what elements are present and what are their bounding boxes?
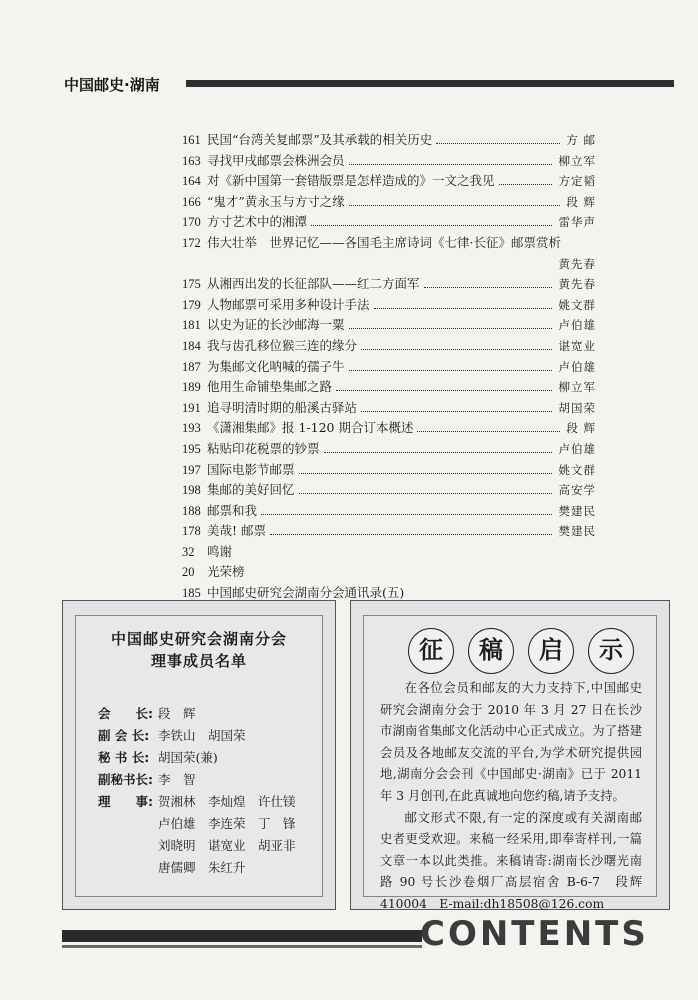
member-names: 刘晓明 谌宽业 胡亚非	[158, 838, 296, 853]
toc-leader-dots	[336, 390, 552, 391]
toc-author: 方 邮	[566, 133, 596, 147]
toc-title: “鬼才”黄永玉与方寸之缘	[207, 193, 345, 209]
toc-row	[182, 439, 602, 460]
toc-author: 姚文群	[558, 297, 596, 312]
toc-page-number: 32	[182, 544, 195, 559]
toc-row	[182, 212, 602, 233]
toc-page-number: 179	[182, 297, 201, 312]
toc-row	[182, 357, 602, 378]
toc-page-number: 163	[182, 153, 201, 168]
member-row	[98, 748, 218, 766]
toc-row	[182, 418, 602, 439]
toc-author: 黄先春	[558, 277, 596, 292]
toc-page-number: 187	[182, 359, 201, 374]
notice-title-char-1: 征	[408, 628, 454, 674]
toc-leader-dots	[361, 349, 552, 350]
notice-box	[350, 600, 670, 910]
member-row	[98, 792, 296, 810]
members-title-line2: 理事成员名单	[150, 652, 247, 670]
toc-title: 中国邮史研究会湖南分会通讯录(五)	[207, 585, 405, 601]
notice-paragraph-1: 在各位会员和邮友的大力支持下,中国邮史研究会湖南分会于 2010 年 3 月 27 日在长沙市湖南省集邮文化活动中心正式成立。为了搭建会员及各地邮友交流的平台,为学术研究提供园地,湖南分会会刊《中国邮史·湖南》已于 2011 年 3 月创刊,在此真诚地向您约稿,请予支持。	[380, 681, 642, 803]
toc-leader-dots	[361, 411, 552, 412]
toc-leader-dots	[261, 514, 552, 515]
member-names: 胡国荣(兼)	[158, 750, 218, 765]
toc-title: 民国“台湾关复邮票”及其承载的相关历史	[207, 132, 433, 147]
toc-title: 伟大壮举 世界记忆——各国毛主席诗词《七律·长征》邮票赏析	[207, 234, 561, 250]
member-role: 理 事:	[98, 794, 153, 809]
page-header	[64, 74, 674, 96]
toc-leader-dots	[349, 164, 552, 165]
member-row	[98, 770, 196, 788]
member-names: 贺湘林 李灿煌 许仕镁	[158, 794, 296, 809]
notice-title-char-3: 启	[528, 628, 574, 674]
toc-row	[182, 171, 602, 192]
notice-title-char-2: 稿	[468, 628, 514, 674]
toc-row	[182, 521, 602, 542]
member-names: 李 智	[158, 772, 196, 787]
toc-title: 对《新中国第一套错版票是怎样造成的》一文之我见	[207, 173, 495, 189]
toc-title: 寻找甲戌邮票会株洲会员	[207, 152, 345, 168]
toc-author: 柳立军	[558, 153, 596, 168]
toc-title: 鸣谢	[207, 543, 233, 559]
toc-leader-dots	[299, 473, 552, 474]
toc-page-number: 189	[182, 380, 201, 395]
member-names: 唐儒卿 朱红升	[158, 860, 246, 875]
toc-page-number: 181	[182, 318, 201, 333]
toc-leader-dots	[499, 184, 552, 185]
toc-leader-dots	[424, 287, 552, 288]
member-role: 秘 书 长:	[98, 750, 150, 765]
member-row	[98, 704, 196, 722]
toc-title: 他用生命铺垫集邮之路	[207, 379, 333, 395]
toc-author: 方定韬	[558, 174, 596, 189]
toc-leader-dots	[311, 225, 552, 226]
toc-row	[182, 542, 602, 563]
toc-row	[182, 501, 602, 522]
notice-body	[380, 678, 642, 916]
header-rule	[186, 80, 674, 87]
members-inner-frame	[75, 615, 323, 897]
toc-title: 追寻明清时期的船溪古驿站	[207, 399, 358, 415]
toc-title: 粘贴印花税票的钞票	[207, 440, 320, 456]
toc-page-number: 198	[182, 483, 201, 498]
toc-title: 光荣榜	[207, 564, 245, 580]
toc-row	[182, 130, 602, 151]
toc-author: 姚文群	[558, 462, 596, 477]
footer-rule-thin	[62, 945, 422, 948]
member-row	[98, 814, 296, 832]
toc-title: 集邮的美好回忆	[207, 482, 295, 498]
toc-author: 雷华声	[558, 215, 596, 230]
toc-author: 谌宽业	[558, 338, 596, 353]
toc-title: 以史为证的长沙邮海一粟	[207, 317, 345, 333]
journal-title: 中国邮史·湖南	[64, 76, 160, 94]
member-row	[98, 836, 296, 854]
toc-row	[182, 377, 602, 398]
member-role: 会 长:	[98, 706, 153, 721]
notice-paragraph-2: 邮文形式不限,有一定的深度或有关湖南邮史者更受欢迎。来稿一经采用,即奉寄样刊,一篇文章一本以此类推。来稿请寄:湖南长沙曙光南路 90 号长沙卷烟厂高层宿舍 B-6-7 段辉 410004 E-mail:dh18508@126.com	[380, 810, 642, 911]
toc-page-number: 170	[182, 215, 201, 230]
toc-leader-dots	[436, 143, 560, 144]
toc-author: 樊建民	[558, 524, 596, 539]
toc-title: 我与齿孔移位猴三连的缘分	[207, 337, 358, 353]
toc-row	[182, 315, 602, 336]
toc-leader-dots	[349, 205, 560, 206]
contents-wordmark: CONTENTS	[420, 914, 649, 954]
toc-author: 段 辉	[566, 194, 596, 209]
toc-leader-dots	[349, 328, 552, 329]
toc-leader-dots	[349, 370, 552, 371]
toc-page-number: 166	[182, 194, 201, 209]
toc-author: 卢伯雄	[558, 441, 596, 456]
toc-author: 高安学	[558, 483, 596, 498]
toc-row	[182, 480, 602, 501]
notice-title-char-4: 示	[588, 628, 634, 674]
toc-row	[182, 336, 602, 357]
toc-leader-dots	[299, 493, 552, 494]
member-row	[98, 726, 246, 744]
member-names: 段 辉	[158, 706, 196, 721]
toc-author: 胡国荣	[558, 400, 596, 415]
toc-page-number: 197	[182, 462, 201, 477]
member-row	[98, 858, 246, 876]
toc-row	[182, 295, 602, 316]
toc-page-number: 172	[182, 235, 201, 250]
toc-leader-dots	[324, 452, 552, 453]
notice-inner-frame	[363, 615, 657, 911]
toc-row	[182, 562, 602, 583]
toc-page-number: 193	[182, 421, 201, 436]
toc-title: 国际电影节邮票	[207, 461, 295, 477]
toc-leader-dots	[417, 431, 560, 432]
toc-title: 《潇湘集邮》报 1-120 期合订本概述	[207, 420, 414, 436]
toc-page-number: 191	[182, 400, 201, 415]
toc-title: 方寸艺术中的湘潭	[207, 214, 308, 230]
footer-rule	[62, 930, 422, 942]
toc-page-number: 175	[182, 277, 201, 292]
toc-page-number: 184	[182, 338, 201, 353]
toc-row	[182, 460, 602, 481]
toc-row	[182, 254, 602, 275]
toc-row	[182, 274, 602, 295]
toc-title: 邮票和我	[207, 502, 258, 518]
toc-author: 卢伯雄	[558, 359, 596, 374]
toc-page-number: 185	[182, 586, 201, 601]
toc-page-number: 188	[182, 503, 201, 518]
toc-author: 卢伯雄	[558, 318, 596, 333]
member-names: 卢伯雄 李连荣 丁 锋	[158, 816, 296, 831]
toc-title: 人物邮票可采用多种设计手法	[207, 296, 370, 312]
toc-row	[182, 233, 602, 254]
toc-title: 从湘西出发的长征部队——红二方面军	[207, 276, 420, 292]
toc-title: 美哉! 邮票	[207, 523, 266, 539]
member-role: 副 会 长:	[98, 728, 150, 743]
toc-author: 黄先春	[558, 256, 596, 271]
toc-page-number: 161	[182, 133, 201, 147]
toc-row	[182, 192, 602, 213]
toc-page-number: 178	[182, 524, 201, 539]
toc-page-number: 20	[182, 565, 195, 580]
toc-title: 为集邮文化呐喊的孺子牛	[207, 358, 345, 374]
toc-page-number: 195	[182, 441, 201, 456]
toc-page-number: 164	[182, 174, 201, 189]
table-of-contents	[182, 130, 602, 604]
toc-author: 段 辉	[566, 421, 596, 436]
members-box	[62, 600, 336, 910]
toc-row	[182, 398, 602, 419]
members-title-line1: 中国邮史研究会湖南分会	[110, 630, 287, 648]
member-names: 李铁山 胡国荣	[158, 728, 246, 743]
toc-leader-dots	[270, 534, 552, 535]
toc-row	[182, 151, 602, 172]
member-role: 副秘书长:	[98, 772, 153, 787]
toc-author: 樊建民	[558, 503, 596, 518]
toc-leader-dots	[374, 308, 552, 309]
toc-author: 柳立军	[558, 380, 596, 395]
